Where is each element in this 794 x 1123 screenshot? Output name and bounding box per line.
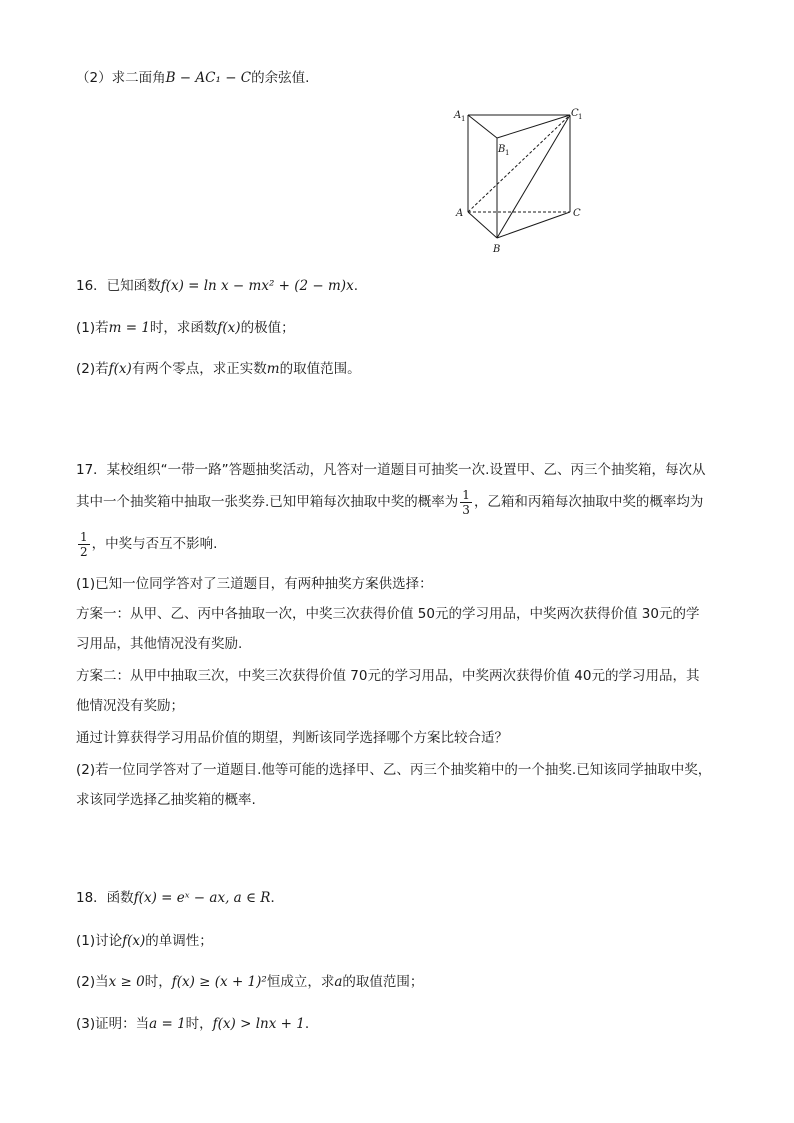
label-a: A: [456, 208, 464, 219]
q18-p3-mid: 时，: [185, 1016, 213, 1032]
q16-p1-suffix: 的极值；: [240, 320, 295, 336]
q15-part2-expr: B − AC₁ − C: [165, 70, 252, 86]
q16-p2-mid: 有两个零点，求正实数: [131, 361, 267, 377]
q17-line10: (2)若一位同学答对了一道题目.他等可能的选择甲、乙、丙三个抽奖箱中的一个抽奖.已知该同学抽取中奖，: [76, 762, 712, 778]
q17-line3-text: ，中奖与否互不影响.: [91, 536, 218, 552]
edge-a-c1-hidden: [468, 115, 570, 212]
q17-line4: (1)已知一位同学答对了三道题目，有两种抽奖方案供选择：: [76, 576, 433, 592]
q18-p3-ineq: f(x) > lnx + 1: [212, 1016, 305, 1032]
q17-line6: 习用品，其他情况没有奖励.: [76, 636, 243, 652]
q16-end: .: [353, 278, 358, 294]
edge-b-c1: [497, 115, 570, 238]
q16-p2-var: m: [266, 361, 280, 377]
fraction-one-third: [460, 488, 472, 517]
q17-line5: 方案一：从甲、乙、丙中各抽取一次，中奖三次获得价值 50元的学习用品，中奖两次获得价值 30元的学: [76, 606, 700, 622]
edge-a-b: [468, 212, 497, 238]
label-c1-sub: 1: [578, 113, 583, 121]
label-b: B: [493, 244, 501, 255]
q17-line11: 求该同学选择乙抽奖箱的概率.: [76, 792, 256, 808]
q18-p1-func: f(x): [122, 933, 146, 949]
frac1-num: 1: [462, 487, 470, 502]
q16-p1-func: f(x): [217, 320, 241, 336]
edge-b1-c1: [497, 115, 570, 138]
label-b1-sub: 1: [505, 149, 510, 157]
q17-line1: 17．某校组织“一带一路”答题抽奖活动，凡答对一道题目可抽奖一次.设置甲、乙、丙三个抽奖箱，每次从: [76, 462, 706, 478]
q17-line8: 他情况没有奖励；: [76, 698, 184, 714]
q18-function: f(x) = eˣ − ax, a ∈ R: [133, 890, 271, 906]
q16-stem: [76, 276, 358, 296]
q18-part2: [76, 972, 423, 992]
q16-p2-func: f(x): [108, 361, 132, 377]
q18-part3: [76, 1014, 309, 1034]
q15-part2-suffix: 的余弦值.: [251, 70, 310, 86]
q15-part2-line: [76, 68, 309, 88]
q18-p2-mid2: 恒成立，求: [266, 974, 335, 990]
q17-line3: [76, 526, 217, 562]
q18-p2-ineq: f(x) ≥ (x + 1)²: [171, 974, 267, 990]
q18-p3-cond: a = 1: [149, 1016, 186, 1032]
edge-b-c: [497, 212, 570, 238]
q18-p3-prefix: (3)证明：当: [76, 1016, 150, 1032]
q18-p3-suffix: .: [304, 1016, 310, 1032]
q16-number: 16．已知函数: [76, 278, 161, 294]
fraction-one-half: [78, 530, 90, 559]
label-a1: A: [454, 110, 462, 121]
label-c: C: [573, 208, 581, 219]
q16-p1-mid: 时，求函数: [149, 320, 218, 336]
label-b1: B: [498, 144, 506, 155]
label-a1-sub: 1: [461, 115, 466, 123]
q17-line7: 方案二：从甲中抽取三次，中奖三次获得价值 70元的学习用品，中奖两次获得价值 40元的学习用品，其: [76, 668, 700, 684]
q18-p2-mid: 时，: [144, 974, 172, 990]
q16-part2: [76, 359, 361, 379]
q16-function: f(x) = ln x − mx² + (2 − m)x: [160, 278, 354, 294]
q17-line2: [76, 484, 703, 520]
edge-a1-b1: [468, 115, 497, 138]
q16-p2-suffix: 的取值范围。: [279, 361, 361, 377]
q18-p1-prefix: (1)讨论: [76, 933, 123, 949]
q18-p2-prefix: (2)当: [76, 974, 109, 990]
q16-p1-prefix: (1)若: [76, 320, 109, 336]
q18-p2-var: a: [334, 974, 343, 990]
q18-number: 18．函数: [76, 890, 134, 906]
q15-part2-prefix: （2）求二面角: [76, 70, 166, 86]
q18-p2-cond: x ≥ 0: [108, 974, 145, 990]
q18-p1-suffix: 的单调性；: [145, 933, 213, 949]
q17-line9: 通过计算获得学习用品价值的期望，判断该同学选择哪个方案比较合适？: [76, 730, 508, 746]
q18-part1: [76, 931, 213, 951]
q16-p1-cond: m = 1: [108, 320, 150, 336]
label-c1: C: [571, 108, 579, 119]
triangular-prism-figure: [440, 100, 600, 260]
q16-part1: [76, 318, 295, 338]
q17-line2-b: ，乙箱和丙箱每次抽取中奖的概率均为: [473, 494, 704, 510]
q16-p2-prefix: (2)若: [76, 361, 109, 377]
q18-stem: [76, 888, 284, 908]
q17-line2-a: 其中一个抽奖箱中抽取一张奖券.已知甲箱每次抽取中奖的概率为: [76, 494, 459, 510]
frac1-den: 3: [462, 502, 470, 517]
frac2-num: 1: [80, 529, 88, 544]
q18-end: ．: [270, 890, 284, 906]
q18-p2-suffix: 的取值范围；: [342, 974, 424, 990]
frac2-den: 2: [80, 544, 88, 559]
